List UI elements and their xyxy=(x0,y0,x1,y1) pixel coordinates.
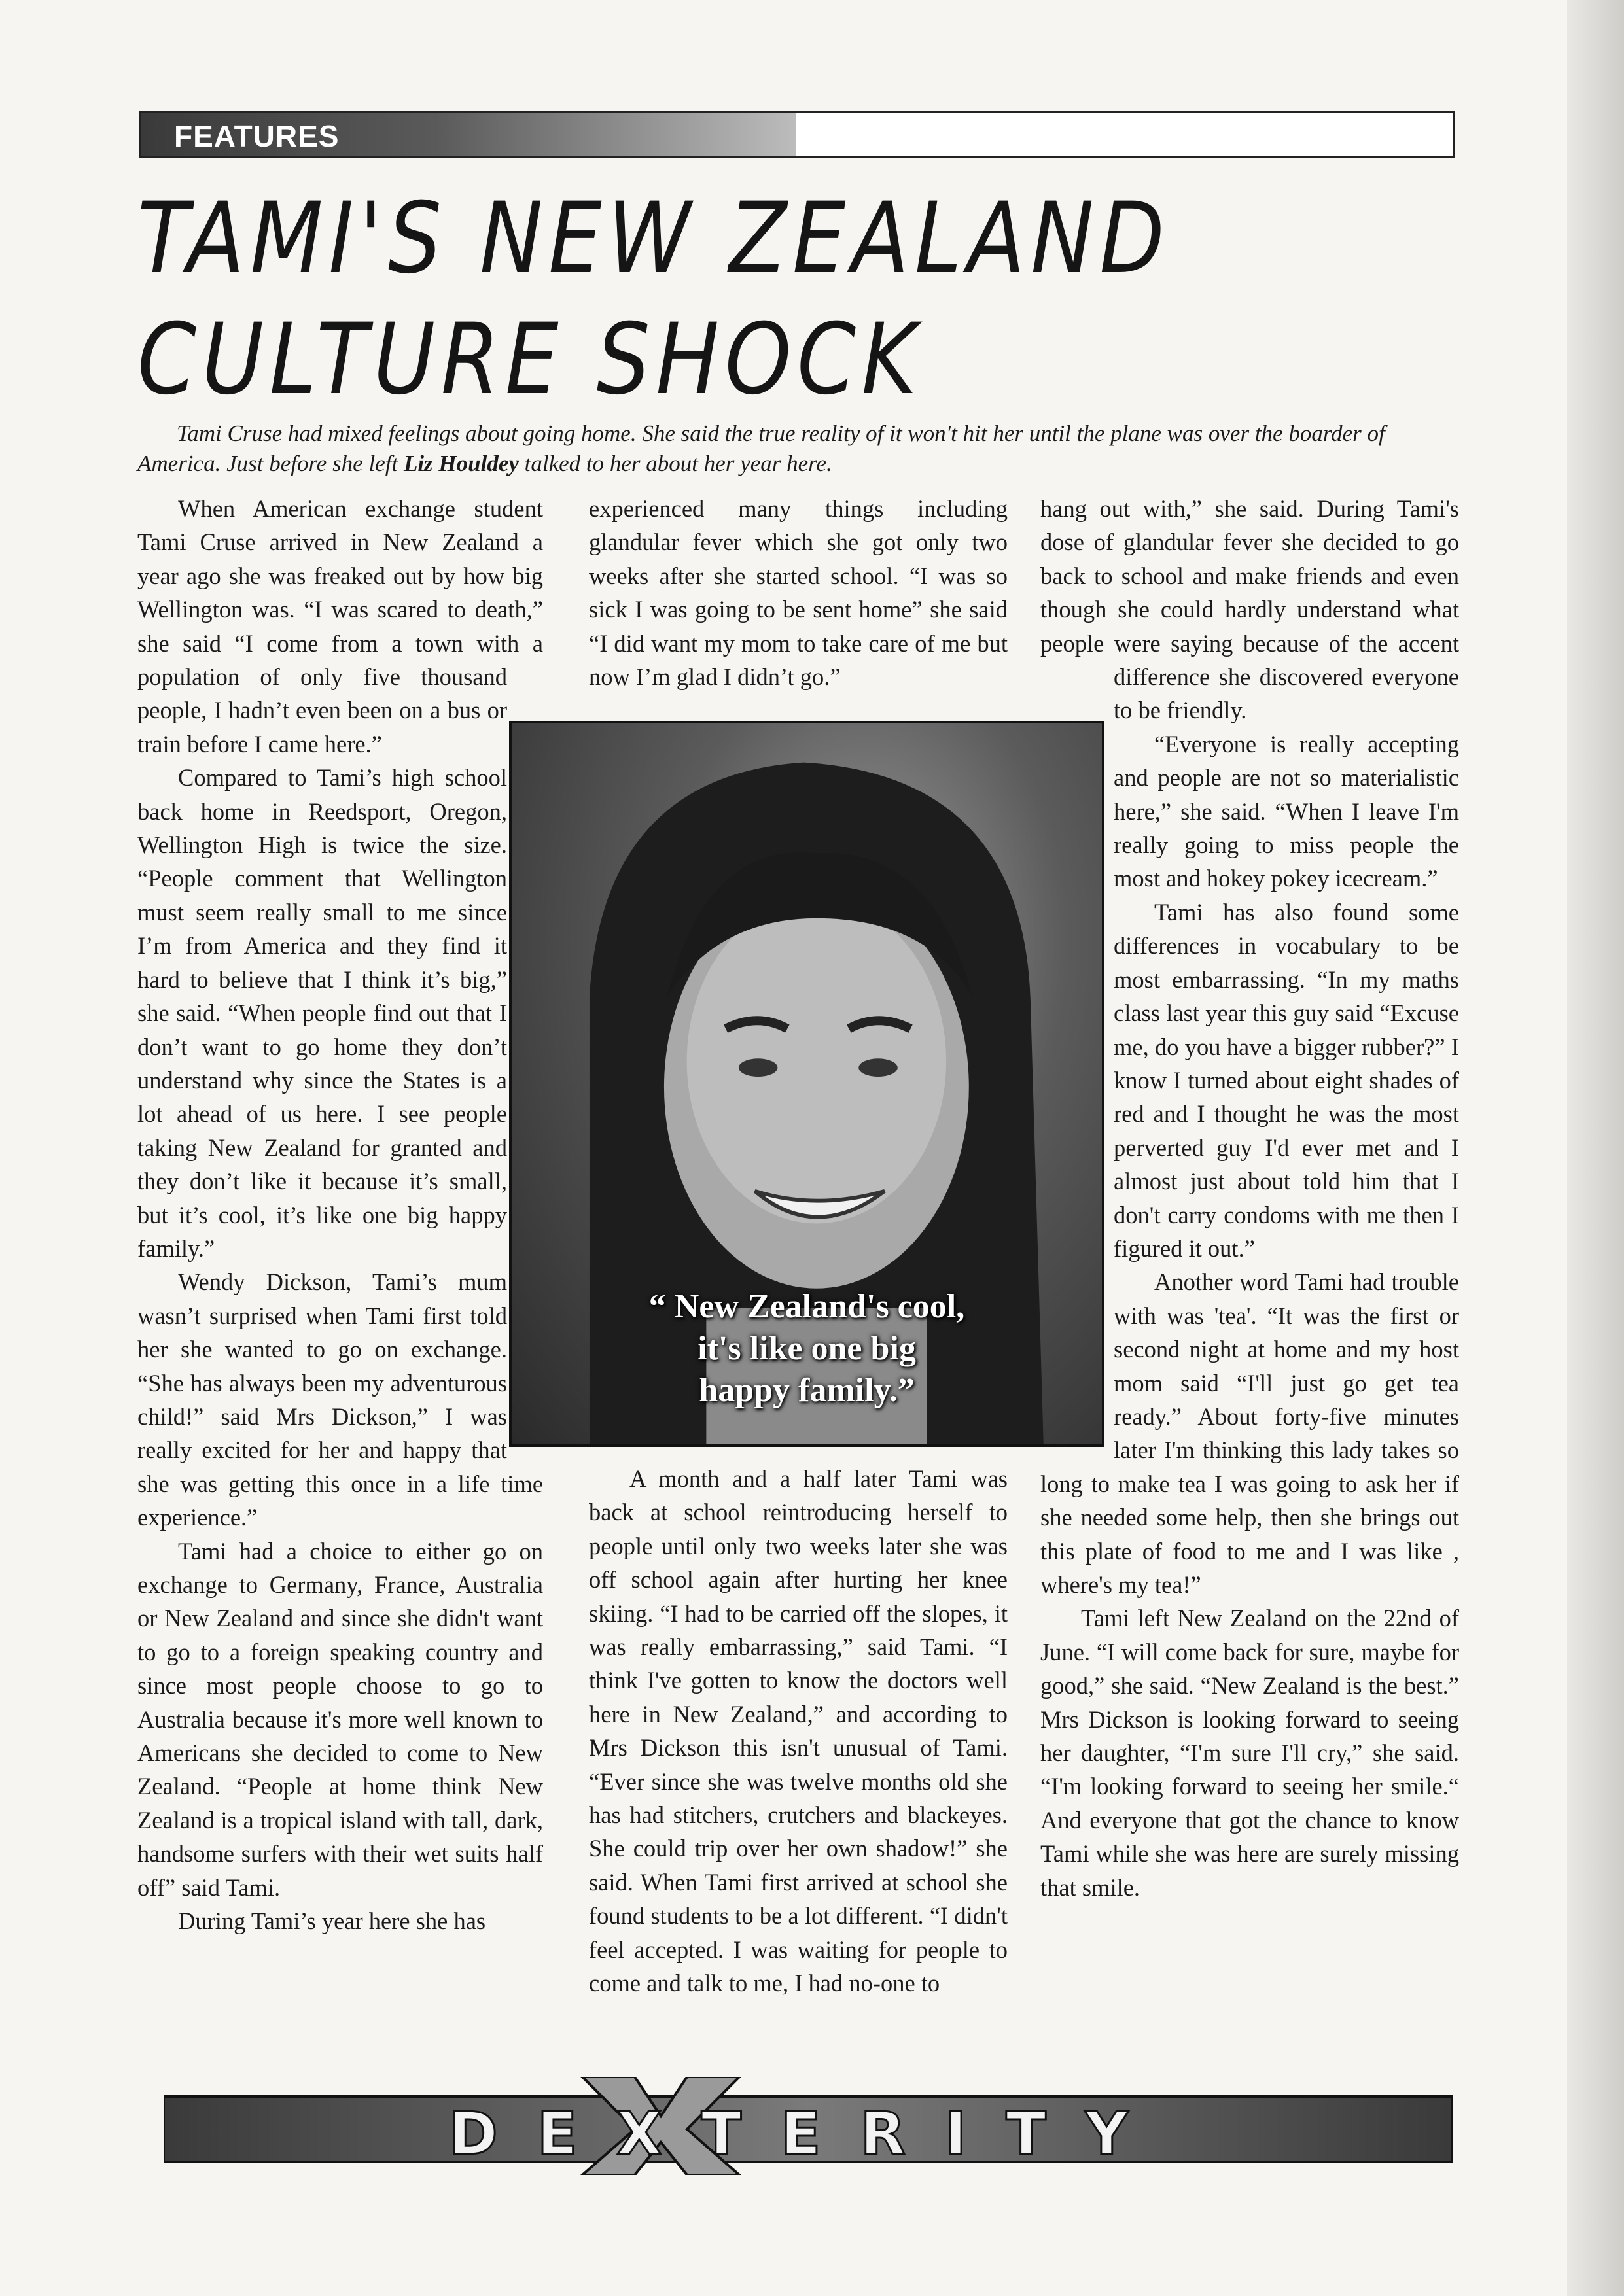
article-column-2-top xyxy=(589,492,1008,693)
author-name: Liz Houldey xyxy=(403,451,519,476)
pull-quote-line: happy family.” xyxy=(699,1372,915,1409)
article-intro xyxy=(137,419,1453,479)
paragraph: experienced many things including glandular fever which she got only two weeks after she started school. “I was so sick I was going to be sent home” she said “I did want my mom to take care of me but now I’m glad I didn’t go.” xyxy=(589,495,1008,691)
article-column-2-bottom xyxy=(589,1462,1008,2000)
article-column-1 xyxy=(137,492,543,1938)
pull-quote-line: “ New Zealand's cool, xyxy=(648,1288,965,1325)
paragraph: Another word Tami had trouble with was 'tea'. “It was the first or second night at home and my host mom said “I'll just go get tea ready.” About forty-five minutes later I'm thinking this lady takes so long to make tea I was going to ask her if she needed some help, then she brings out this plate of food to me and I was like , where's my tea!” xyxy=(1040,1268,1459,1598)
paragraph: When American exchange student Tami Cruse arrived in New Zealand a year ago she was freaked out by how big Wellington was. “I was scared to death,” she said “I come from a town with a population of only five thousand people, I hadn’t even been on a bus or train before I came here.” xyxy=(137,495,543,757)
headline-line-1: TAMI'S NEW ZEALAND xyxy=(137,182,1171,296)
section-label: FEATURES xyxy=(174,119,340,153)
paragraph: Compared to Tami’s high school back home in Reedsport, Oregon, Wellington High is twice the size. “People comment that Wellington must seem really small to me since I’m from America and they find it hard to believe that I think it’s big,” she said. “When people find out that I don’t want to go home they don’t understand why since the States is a lot ahead of us here. I see people taking New Zealand for granted and they don’t like it because it’s small, but it’s cool, it’s like one big happy family.” xyxy=(137,764,507,1262)
dexterity-logo-graphic xyxy=(164,2077,1453,2175)
intro-text-before: Tami Cruse had mixed feelings about going home. She said the true reality of it won't hit her until the plane was over the boarder of America. Just before she left xyxy=(137,421,1385,476)
paragraph: A month and a half later Tami was back at school reintroducing herself to people until only two weeks later she was off school again after hurting her knee skiing. “I had to be carried off the slopes, it was really embarrassing,” said Tami. “I think I've gotten to know the doctors well here in New Zealand,” and according to Mrs Dickson this isn't unusual of Tami. “Ever since she was twelve months old she has had stitchers, crutchers and blackeyes. She could trip over her own shadow!” she said. When Tami first arrived at school she found students to be a lot different. “I didn't feel accepted. I was waiting for people to come and talk to me, I had no-one to xyxy=(589,1465,1008,1997)
paragraph: “Everyone is really accepting and people are not so materialistic here,” she said. “When I leave I'm really going to miss people the most and hokey pokey icecream.” xyxy=(1114,730,1459,892)
paragraph: Tami had a choice to either go on exchange to Germany, France, Australia or New Zealand and since she didn't want to go to a foreign speaking country and since most people choose to go to Australia because it's more well known to Americans she decided to come to New Zealand. “People at home think New Zealand is a tropical island with tall, dark, handsome surfers with their wet suits half off” said Tami. xyxy=(137,1537,543,1901)
intro-text-after: talked to her about her year here. xyxy=(518,451,832,476)
logo-text: DEXTERITY xyxy=(449,2100,1167,2168)
dexterity-logo xyxy=(164,2077,1453,2175)
page-edge-shadow xyxy=(1567,0,1624,2296)
pull-quote xyxy=(551,1286,1063,1412)
paragraph: Tami has also found some differences in vocabulary to be most embarrassing. “In my maths class last year this guy said “Excuse me, do you have a bigger rubber?” I know I turned about eight shades of red and I thought he was the most perverted guy I'd ever met and I almost just about told him that I don't carry condoms with me then I figured it out.” xyxy=(1114,898,1459,1262)
section-header-bar xyxy=(139,111,1455,158)
paragraph: During Tami’s year here she has xyxy=(178,1907,486,1935)
headline-line-2: CULTURE SHOCK xyxy=(137,303,923,417)
portrait-photo xyxy=(509,721,1104,1447)
pull-quote-line: it's like one big xyxy=(697,1330,916,1367)
paragraph: Tami left New Zealand on the 22nd of June. “I will come back for sure, maybe for good,” she said. “New Zealand is the best.” Mrs Dickson is looking forward to seeing her daughter, “I'm sure I'll cry,” she said. “I'm looking forward to seeing her smile.“ And everyone that got the chance to know Tami while she was here are surely missing that smile. xyxy=(1040,1605,1459,1901)
paragraph: Wendy Dickson, Tami’s mum wasn’t surprised when Tami first told her she wanted to go on exchange. “She has always been my adventurous child!” said Mrs Dickson,” I was really excited for her and happy that she was getting this once in a life time experience.” xyxy=(137,1268,543,1531)
paragraph: hang out with,” she said. During Tami's dose of glandular fever she decided to go back to school and make friends and even though she could hardly understand what people were saying because of the accent difference she discovered everyone to be friendly. xyxy=(1040,495,1459,724)
